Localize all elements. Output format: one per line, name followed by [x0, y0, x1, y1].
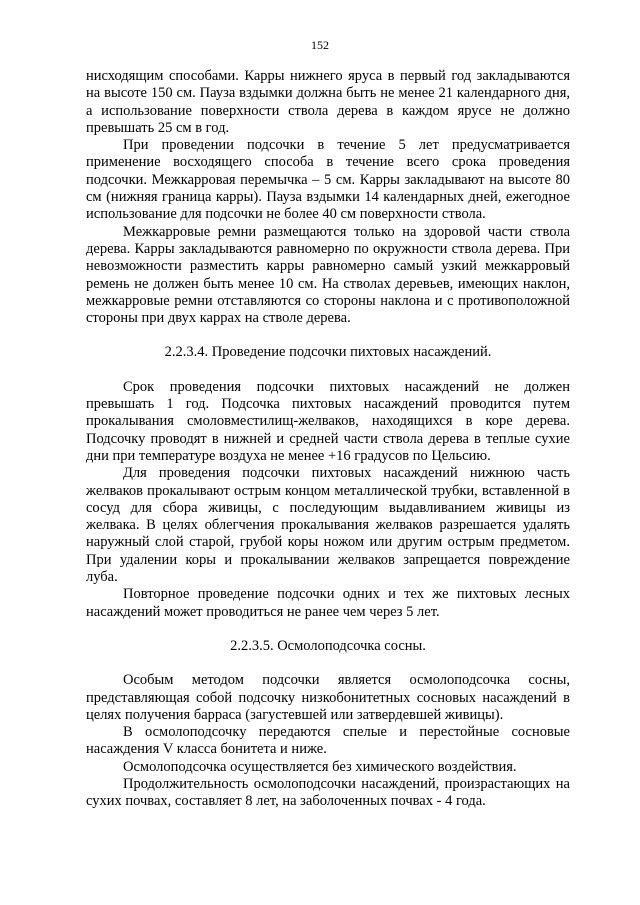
- paragraph: Осмолоподсочка осуществляется без химического воздействия.: [123, 758, 517, 775]
- section-heading-fir: 2.2.3.4. Проведение подсочки пихтовых насаждений.: [164, 344, 492, 361]
- paragraph: В осмолоподсочку передаются спелые и перестойные сосновые насаждения V класса бонитета и ниже.: [86, 724, 570, 758]
- paragraph: Повторное проведение подсочки одних и тех же пихтовых лесных насаждений может проводиться не ранее чем через 5 лет.: [86, 586, 570, 620]
- paragraph: Для проведения подсочки пихтовых насаждений нижнюю часть желваков прокалывают острым концом металлической трубки, вставленной в сосуд для сбора живицы, с последующим выдавливанием живицы из желвака. В целях облегчения прокалывания желваков разрешается удалять наружный слой старой, грубой коры ножом или другим острым предметом. При удалении коры и прокалывании желваков запрещается повреждение луба.: [86, 465, 570, 586]
- section-intro: [86, 68, 570, 327]
- section-fir: [86, 379, 570, 621]
- paragraph: Межкарровые ремни размещаются только на здоровой части ствола дерева. Карры закладываются равномерно по окружности ствола дерева. При невозможности разместить карры равномерно самый узкий межкарровый ремень не должен быть менее 10 см. На стволах деревьев, имеющих наклон, межкарровые ремни отставляются со стороны наклона и с противоположной стороны при двух каррах на стволе дерева.: [86, 223, 570, 327]
- paragraph: нисходящим способами. Карры нижнего яруса в первый год закладываются на высоте 150 см. Пауза вздымки должна быть не менее 21 календарного дня, а использование поверхности ствола дерева в каждом ярусе не должно превышать 25 см в год.: [86, 68, 570, 136]
- paragraph: При проведении подсочки в течение 5 лет предусматривается применение восходящего способа в течение всего срока проведения подсочки. Межкарровая перемычка – 5 см. Карры закладывают на высоте 80 см (нижняя граница карры). Пауза вздымки 14 календарных дней, ежегодное использование для подсочки не более 40 см поверхности ствола.: [86, 137, 570, 223]
- section-heading-pine: 2.2.3.5. Осмолоподсочка сосны.: [230, 637, 426, 654]
- paragraph: Особым методом подсочки является осмолоподсочка сосны, представляющая собой подсочку низкобонитетных сосновых насаждений в целях получения барраса (загустевшей или затвердевшей живицы).: [86, 672, 570, 723]
- paragraph: Срок проведения подсочки пихтовых насаждений не должен превышать 1 год. Подсочка пихтовых насаждений проводится путем прокалывания смоловместилищ-желваков, находящихся в коре дерева. Подсочку проводят в нижней и средней части ствола дерева в теплые сухие дни при температуре воздуха не менее +16 градусов по Цельсию.: [86, 378, 570, 464]
- paragraph: Продолжительность осмолоподсочки насаждений, произрастающих на сухих почвах, составляет 8 лет, на заболоченных почвах - 4 года.: [86, 775, 570, 810]
- page-number: 152: [311, 38, 329, 52]
- document-body: [86, 68, 570, 811]
- section-pine: [86, 672, 570, 810]
